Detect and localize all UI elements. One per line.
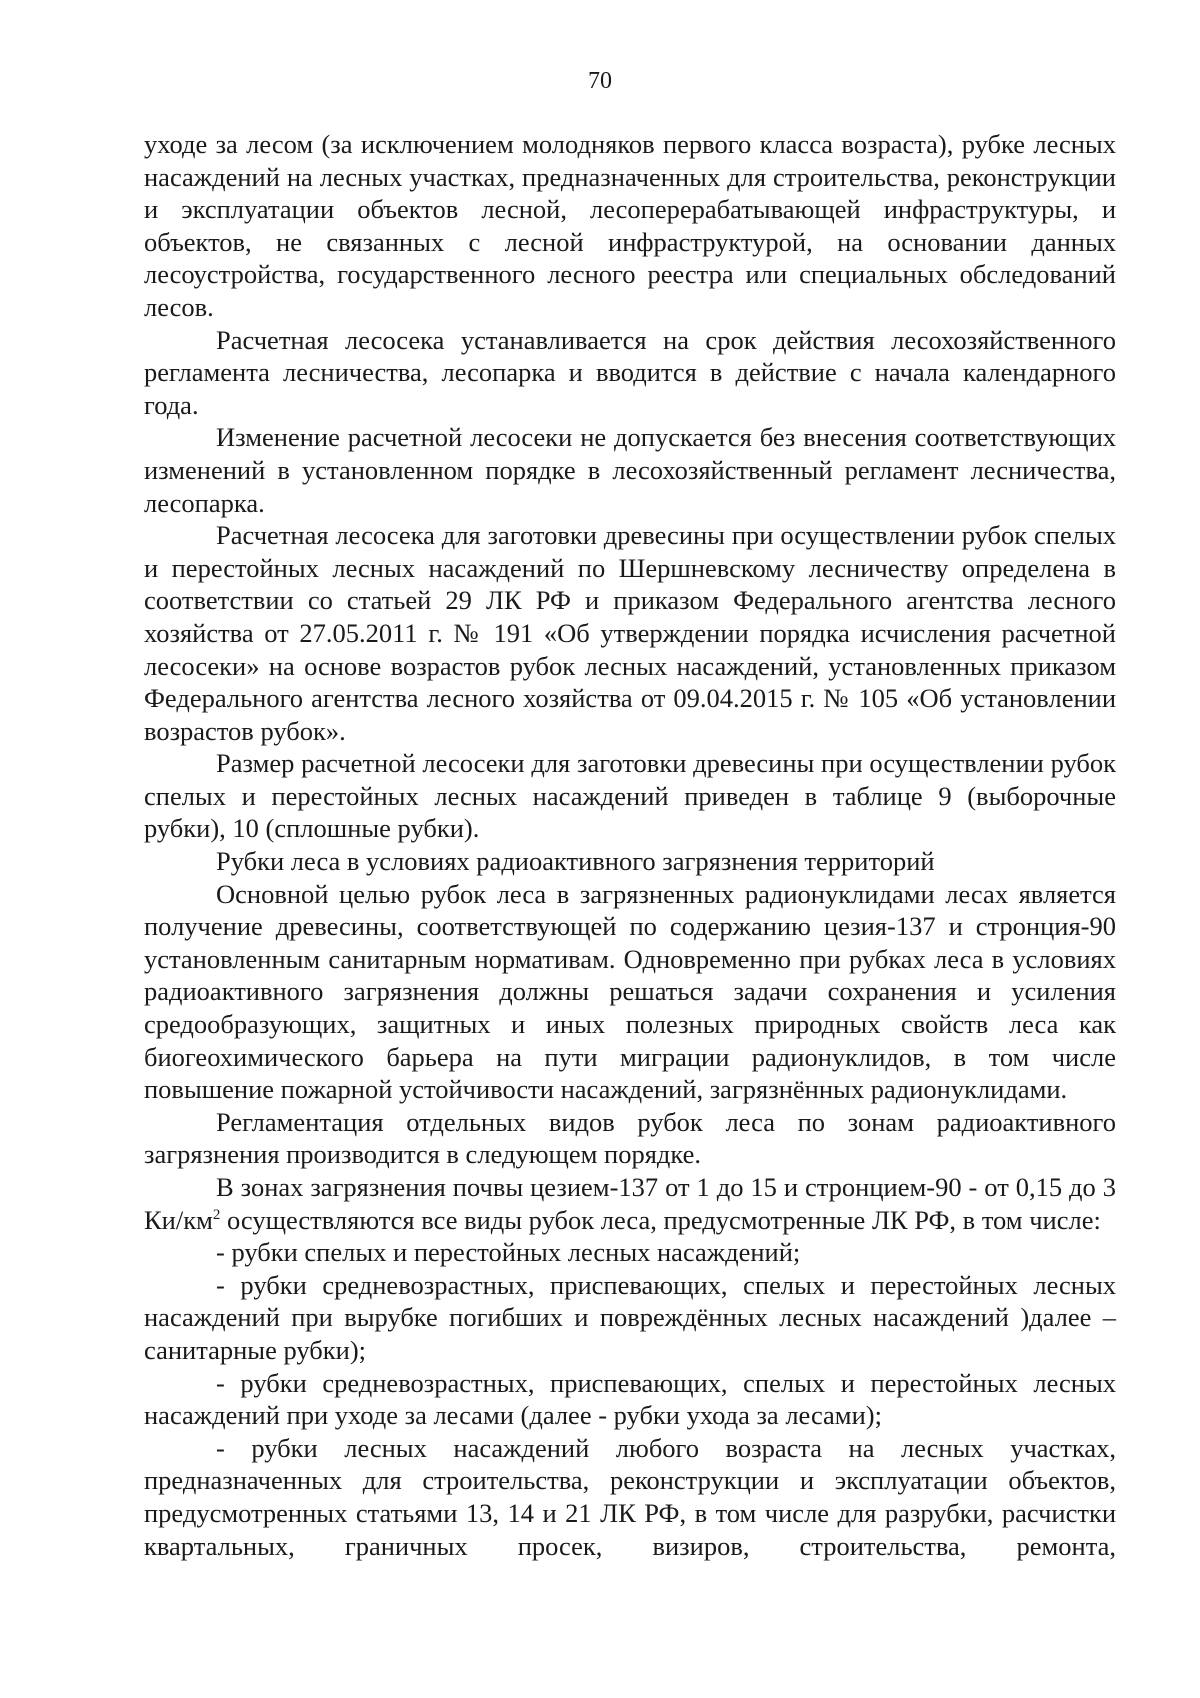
paragraph-main-goal: Основной целью рубок леса в загрязненных радионуклидами лесах является получение древесины, соответствующей по содержанию цезия-137 и стронция-90 установленным санитарным нормативам. Одновременно при рубках леса в условиях радиоактивного загрязнения должны решаться задачи сохранения и усиления средообразующих, защитных и иных полезных природных свойств леса как биогеохимического барьера на пути миграции радионуклидов, в том числе повышение пожарной устойчивости насаждений, загрязнённых радионуклидами. — [144, 878, 1116, 1105]
unit-superscript: 2 — [212, 1206, 221, 1223]
section-heading-radioactive: Рубки леса в условиях радиоактивного загрязнения территорий — [216, 846, 935, 877]
list-item-construction-felling: - рубки лесных насаждений любого возраста на лесных участках, предназначенных для строительства, реконструкции и эксплуатации объектов, предусмотренных статьями 13, 14 и 21 ЛК РФ, в том числе для разрубки, расчистки квартальных, граничных просек, визиров, строительства, ремонта, — [144, 1432, 1116, 1561]
paragraph-continuation: уходе за лесом (за исключением молодняков первого класса возраста), рубке лесных насаждений на лесных участках, предназначенных для строительства, реконструкции и эксплуатации объектов лесной, лесоперерабатывающей инфраструктуры, и объектов, не связанных с лесной инфраструктурой, на основании данных лесоустройства, государственного лесного реестра или специальных обследований лесов. — [144, 129, 1116, 322]
list-item-thinning: - рубки средневозрастных, приспевающих, спелых и перестойных лесных насаждений при уходе за лесами (далее - рубки ухода за лесами); — [144, 1367, 1116, 1431]
list-item-sanitary-felling: - рубки средневозрастных, приспевающих, спелых и перестойных лесных насаждений при вырубке погибших и повреждённых лесных насаждений )далее – санитарные рубки); — [144, 1269, 1116, 1365]
page-number: 70 — [588, 68, 612, 94]
paragraph-allowable-cut-size: Размер расчетной лесосеки для заготовки древесины при осуществлении рубок спелых и перестойных лесных насаждений приведен в таблице 9 (выборочные рубки), 10 (сплошные рубки). — [144, 748, 1116, 844]
list-item-mature-stands: - рубки спелых и перестойных лесных насаждений; — [216, 1237, 801, 1268]
zones-text-before: В зонах загрязнения почвы цезием-137 от 1 до 15 и стронцием-90 - от 0,15 до 3 Ки/км — [144, 1172, 1116, 1235]
paragraph-regulation: Регламентация отдельных видов рубок леса по зонам радиоактивного загрязнения производится в следующем порядке. — [144, 1106, 1116, 1170]
zones-text-after: осуществляются все виды рубок леса, предусмотренные ЛК РФ, в том числе: — [220, 1204, 1101, 1235]
paragraph-allowable-cut-change: Изменение расчетной лесосеки не допускается без внесения соответствующих изменений в установленном порядке в лесохозяйственный регламент лесничества, лесопарка. — [144, 422, 1116, 518]
paragraph-allowable-cut-term: Расчетная лесосека устанавливается на срок действия лесохозяйственного регламента лесничества, лесопарка и вводится в действие с начала календарного года. — [144, 324, 1116, 420]
paragraph-allowable-cut-definition: Расчетная лесосека для заготовки древесины при осуществлении рубок спелых и перестойных лесных насаждений по Шершневскому лесничеству определена в соответствии со статьей 29 ЛК РФ и приказом Федерального агентства лесного хозяйства от 27.05.2011 г. № 191 «Об утверждении порядка исчисления расчетной лесосеки» на основе возрастов рубок лесных насаждений, установленных приказом Федерального агентства лесного хозяйства от 09.04.2015 г. № 105 «Об установлении возрастов рубок». — [144, 520, 1116, 746]
paragraph-contamination-zones — [144, 1171, 1116, 1236]
document-body — [144, 128, 1116, 1562]
